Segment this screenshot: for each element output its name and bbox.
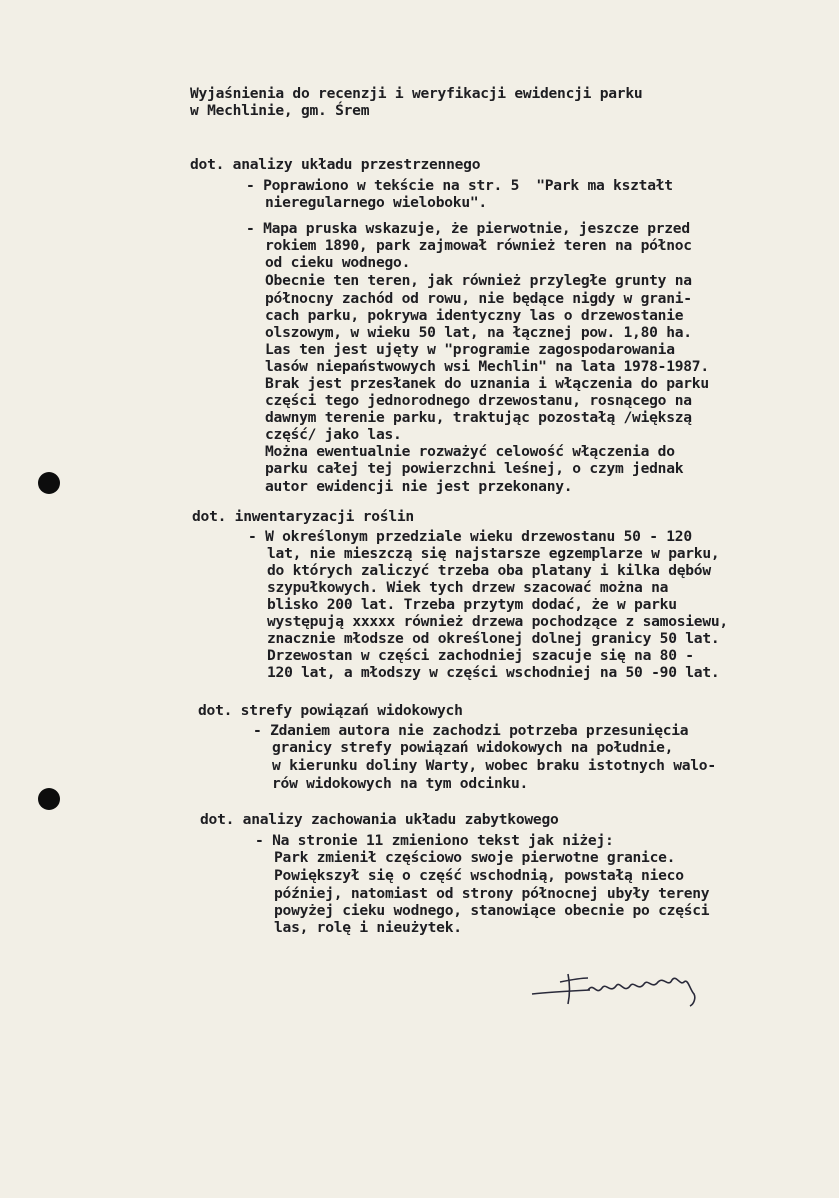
paragraph-line: - Mapa pruska wskazuje, że pierwotnie, jeszcze przed — [246, 220, 690, 237]
paragraph-line: w kierunku doliny Warty, wobec braku istotnych walo- — [272, 757, 716, 774]
paragraph-line: północny zachód od rowu, nie będące nigdy w grani- — [265, 290, 692, 307]
paragraph-line: rokiem 1890, park zajmował również teren na północ — [265, 237, 692, 254]
paragraph-line: od cieku wodnego. — [265, 254, 411, 271]
title-line-1: Wyjaśnienia do recenzji i weryfikacji ewidencji parku — [190, 85, 643, 102]
paragraph-line: później, natomiast od strony północnej ubyły tereny — [274, 885, 710, 902]
paragraph-line: występują xxxxx również drzewa pochodzące z samosiewu, — [267, 613, 728, 630]
paragraph-line: nieregularnego wieloboku". — [265, 194, 487, 211]
paragraph-line: lat, nie mieszczą się najstarsze egzemplarze w parku, — [267, 545, 720, 562]
paragraph-line: znacznie młodsze od określonej dolnej granicy 50 lat. — [267, 630, 720, 647]
section-heading-spatial-layout: dot. analizy układu przestrzennego — [190, 156, 481, 173]
paragraph-line: części tego jednorodnego drzewostanu, rosnącego na — [265, 392, 692, 409]
title-line-2: w Mechlinie, gm. Śrem — [190, 102, 370, 119]
paragraph-line: - Na stronie 11 zmieniono tekst jak niżej: — [255, 832, 614, 849]
paragraph-line: Obecnie ten teren, jak również przyległe grunty na — [265, 272, 692, 289]
paragraph-line: Powiększył się o część wschodnią, powstałą nieco — [274, 867, 684, 884]
paragraph-line: rów widokowych na tym odcinku. — [272, 775, 529, 792]
punch-hole — [38, 788, 60, 810]
paragraph-line: część/ jako las. — [265, 426, 402, 443]
paragraph-line: powyżej cieku wodnego, stanowiące obecnie po części — [274, 902, 710, 919]
paragraph-line: Można ewentualnie rozważyć celowość włączenia do — [265, 443, 675, 460]
paragraph-line: szypułkowych. Wiek tych drzew szacować można na — [267, 579, 669, 596]
paragraph-line: do których zaliczyć trzeba oba platany i kilka dębów — [267, 562, 711, 579]
paragraph-line: granicy strefy powiązań widokowych na południe, — [272, 739, 674, 756]
paragraph-line: dawnym terenie parku, traktując pozostałą /większą — [265, 409, 692, 426]
punch-hole — [38, 472, 60, 494]
paragraph-line: cach parku, pokrywa identyczny las o drzewostanie — [265, 307, 684, 324]
paragraph-line: - Poprawiono w tekście na str. 5 "Park ma kształt — [246, 177, 673, 194]
paragraph-line: Las ten jest ujęty w "programie zagospodarowania — [265, 341, 675, 358]
paragraph-line: Brak jest przesłanek do uznania i włączenia do parku — [265, 375, 709, 392]
paragraph-line: las, rolę i nieużytek. — [274, 919, 462, 936]
paragraph-line: - Zdaniem autora nie zachodzi potrzeba przesunięcia — [253, 722, 689, 739]
paragraph-line: Drzewostan w części zachodniej szacuje się na 80 - — [267, 647, 694, 664]
paragraph-line: 120 lat, a młodszy w części wschodniej na 50 -90 lat. — [267, 664, 720, 681]
section-heading-plant-inventory: dot. inwentaryzacji roślin — [192, 508, 414, 525]
paragraph-line: blisko 200 lat. Trzeba przytym dodać, że w parku — [267, 596, 677, 613]
signature-icon — [530, 960, 710, 1020]
paragraph-line: lasów niepaństwowych wsi Mechlin" na lata 1978-1987. — [265, 358, 709, 375]
section-heading-view-zones: dot. strefy powiązań widokowych — [198, 702, 463, 719]
section-heading-heritage-layout: dot. analizy zachowania układu zabytkowego — [200, 811, 559, 828]
paragraph-line: parku całej tej powierzchni leśnej, o czym jednak — [265, 460, 684, 477]
paragraph-line: - W określonym przedziale wieku drzewostanu 50 - 120 — [248, 528, 692, 545]
paragraph-line: autor ewidencji nie jest przekonany. — [265, 478, 573, 495]
paragraph-line: olszowym, w wieku 50 lat, na łącznej pow. 1,80 ha. — [265, 324, 692, 341]
paragraph-line: Park zmienił częściowo swoje pierwotne granice. — [274, 849, 676, 866]
